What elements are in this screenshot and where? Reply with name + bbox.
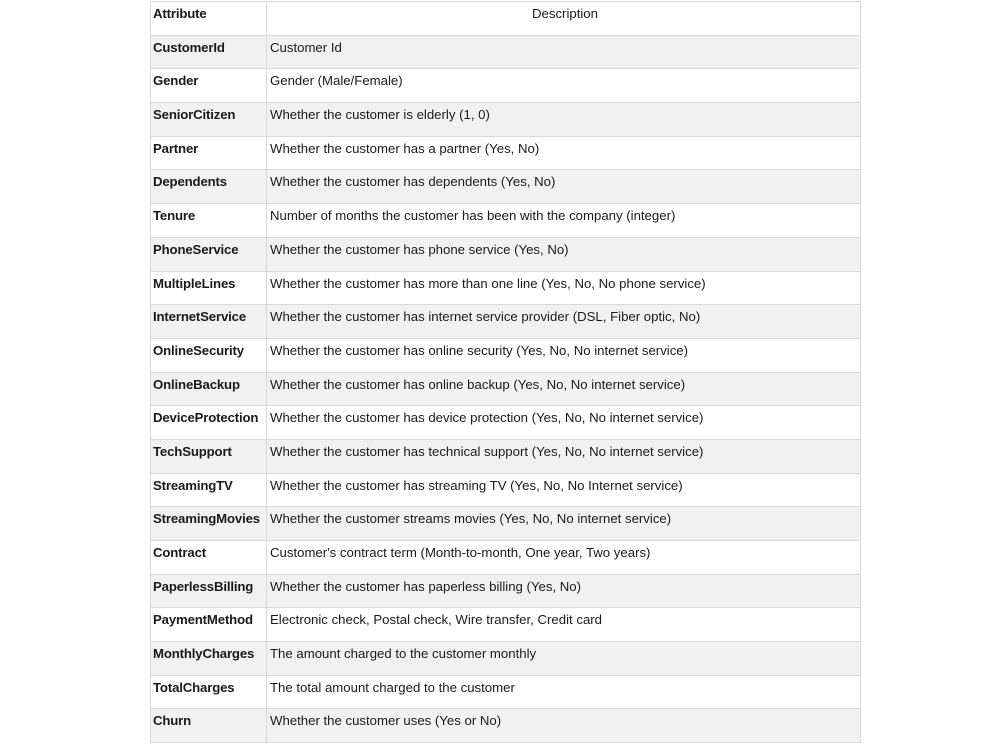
- table-row: [151, 406, 861, 440]
- cell-attribute: [151, 675, 267, 709]
- cell-attribute: [151, 507, 267, 541]
- cell-description: [267, 473, 861, 507]
- attribute-name: PaperlessBilling: [153, 578, 254, 594]
- table-row: [151, 473, 861, 507]
- attribute-description-table: [150, 1, 861, 743]
- attribute-name: StreamingTV: [153, 477, 233, 493]
- table-row: [151, 507, 861, 541]
- attribute-name: DeviceProtection: [153, 410, 259, 426]
- attribute-name: TotalCharges: [153, 679, 235, 695]
- cell-description: [267, 305, 861, 339]
- attribute-description: Whether the customer streams movies (Yes, No, No internet service): [270, 511, 672, 527]
- attribute-description: Electronic check, Postal check, Wire transfer, Credit card: [270, 612, 603, 628]
- cell-attribute: [151, 406, 267, 440]
- table-row: [151, 574, 861, 608]
- cell-description: [267, 35, 861, 69]
- cell-description: [267, 608, 861, 642]
- table-body: [151, 35, 861, 742]
- attribute-description: Customer Id: [270, 39, 342, 55]
- attribute-description: Number of months the customer has been with the company (integer): [270, 208, 676, 224]
- table-row: [151, 439, 861, 473]
- attribute-name: Tenure: [153, 208, 196, 224]
- table-row: [151, 372, 861, 406]
- table-row: [151, 204, 861, 238]
- table-row: [151, 642, 861, 676]
- attribute-description: Whether the customer has dependents (Yes, No): [270, 174, 556, 190]
- table-row: [151, 271, 861, 305]
- attribute-description: Gender (Male/Female): [270, 73, 403, 89]
- table-row: [151, 541, 861, 575]
- attribute-name: InternetService: [153, 309, 247, 325]
- attribute-description: Whether the customer has paperless billing (Yes, No): [270, 578, 582, 594]
- table-header: [151, 2, 861, 36]
- attribute-name: SeniorCitizen: [153, 107, 236, 123]
- table-row: [151, 35, 861, 69]
- cell-description: [267, 170, 861, 204]
- attribute-name: MonthlyCharges: [153, 646, 255, 662]
- attribute-description: Whether the customer has online security (Yes, No, No internet service): [270, 342, 689, 358]
- table-header-row: [151, 2, 861, 36]
- cell-description: [267, 675, 861, 709]
- attribute-description: The total amount charged to the customer: [270, 679, 515, 695]
- attribute-name: PhoneService: [153, 241, 239, 257]
- table-row: [151, 136, 861, 170]
- attribute-name: Contract: [153, 545, 207, 560]
- table-row: [151, 69, 861, 103]
- attribute-description: Whether the customer has online backup (Yes, No, No internet service): [270, 376, 686, 392]
- cell-description: [267, 237, 861, 271]
- cell-attribute: [151, 439, 267, 473]
- attribute-description: Whether the customer has more than one line (Yes, No, No phone service): [270, 275, 706, 291]
- attribute-name: Churn: [153, 713, 192, 729]
- cell-attribute: [151, 473, 267, 507]
- cell-description: [267, 103, 861, 137]
- cell-description: [267, 709, 861, 743]
- table-row: [151, 675, 861, 709]
- cell-description: [267, 372, 861, 406]
- attribute-description: Whether the customer uses (Yes or No): [270, 713, 502, 729]
- attribute-description: Whether the customer has streaming TV (Yes, No, No Internet service): [270, 477, 683, 493]
- attribute-description: Whether the customer has technical support (Yes, No, No internet service): [270, 443, 704, 459]
- column-header-attribute: [151, 2, 267, 36]
- attribute-name: PaymentMethod: [153, 612, 253, 628]
- cell-description: [267, 338, 861, 372]
- attribute-name: Partner: [153, 140, 199, 156]
- table-row: [151, 103, 861, 137]
- table-row: [151, 170, 861, 204]
- column-header-description-label: Description: [532, 6, 598, 21]
- table-row: [151, 608, 861, 642]
- cell-attribute: [151, 372, 267, 406]
- column-header-attribute-label: Attribute: [153, 6, 207, 21]
- cell-description: [267, 406, 861, 440]
- cell-attribute: [151, 305, 267, 339]
- attribute-name: CustomerId: [153, 39, 225, 55]
- table-row: [151, 709, 861, 743]
- attribute-description: Whether the customer has a partner (Yes, No): [270, 140, 540, 156]
- cell-attribute: [151, 608, 267, 642]
- cell-attribute: [151, 170, 267, 204]
- cell-attribute: [151, 338, 267, 372]
- cell-attribute: [151, 709, 267, 743]
- table-row: [151, 305, 861, 339]
- cell-attribute: [151, 541, 267, 575]
- column-header-description: [267, 2, 861, 36]
- attribute-name: OnlineSecurity: [153, 342, 244, 358]
- attribute-description: Whether the customer has internet service provider (DSL, Fiber optic, No): [270, 309, 701, 325]
- attribute-name: Dependents: [153, 174, 227, 190]
- attribute-description: Whether the customer has phone service (Yes, No): [270, 241, 569, 257]
- cell-description: [267, 574, 861, 608]
- cell-description: [267, 507, 861, 541]
- attribute-description: Customer's contract term (Month-to-month, One year, Two years): [270, 545, 651, 560]
- cell-attribute: [151, 237, 267, 271]
- attribute-name: StreamingMovies: [153, 511, 260, 527]
- cell-attribute: [151, 642, 267, 676]
- cell-description: [267, 642, 861, 676]
- cell-description: [267, 204, 861, 238]
- cell-attribute: [151, 204, 267, 238]
- cell-attribute: [151, 35, 267, 69]
- attribute-description: The amount charged to the customer monthly: [270, 646, 537, 662]
- attribute-name: OnlineBackup: [153, 376, 240, 392]
- attribute-name: Gender: [153, 73, 199, 89]
- cell-description: [267, 271, 861, 305]
- cell-description: [267, 69, 861, 103]
- table-row: [151, 338, 861, 372]
- attribute-name: MultipleLines: [153, 275, 236, 291]
- cell-description: [267, 541, 861, 575]
- attribute-description: Whether the customer has device protection (Yes, No, No internet service): [270, 410, 704, 426]
- table-row: [151, 237, 861, 271]
- cell-description: [267, 439, 861, 473]
- cell-attribute: [151, 69, 267, 103]
- cell-attribute: [151, 271, 267, 305]
- attribute-name: TechSupport: [153, 443, 232, 459]
- cell-description: [267, 136, 861, 170]
- cell-attribute: [151, 574, 267, 608]
- cell-attribute: [151, 103, 267, 137]
- cell-attribute: [151, 136, 267, 170]
- attribute-description: Whether the customer is elderly (1, 0): [270, 107, 490, 123]
